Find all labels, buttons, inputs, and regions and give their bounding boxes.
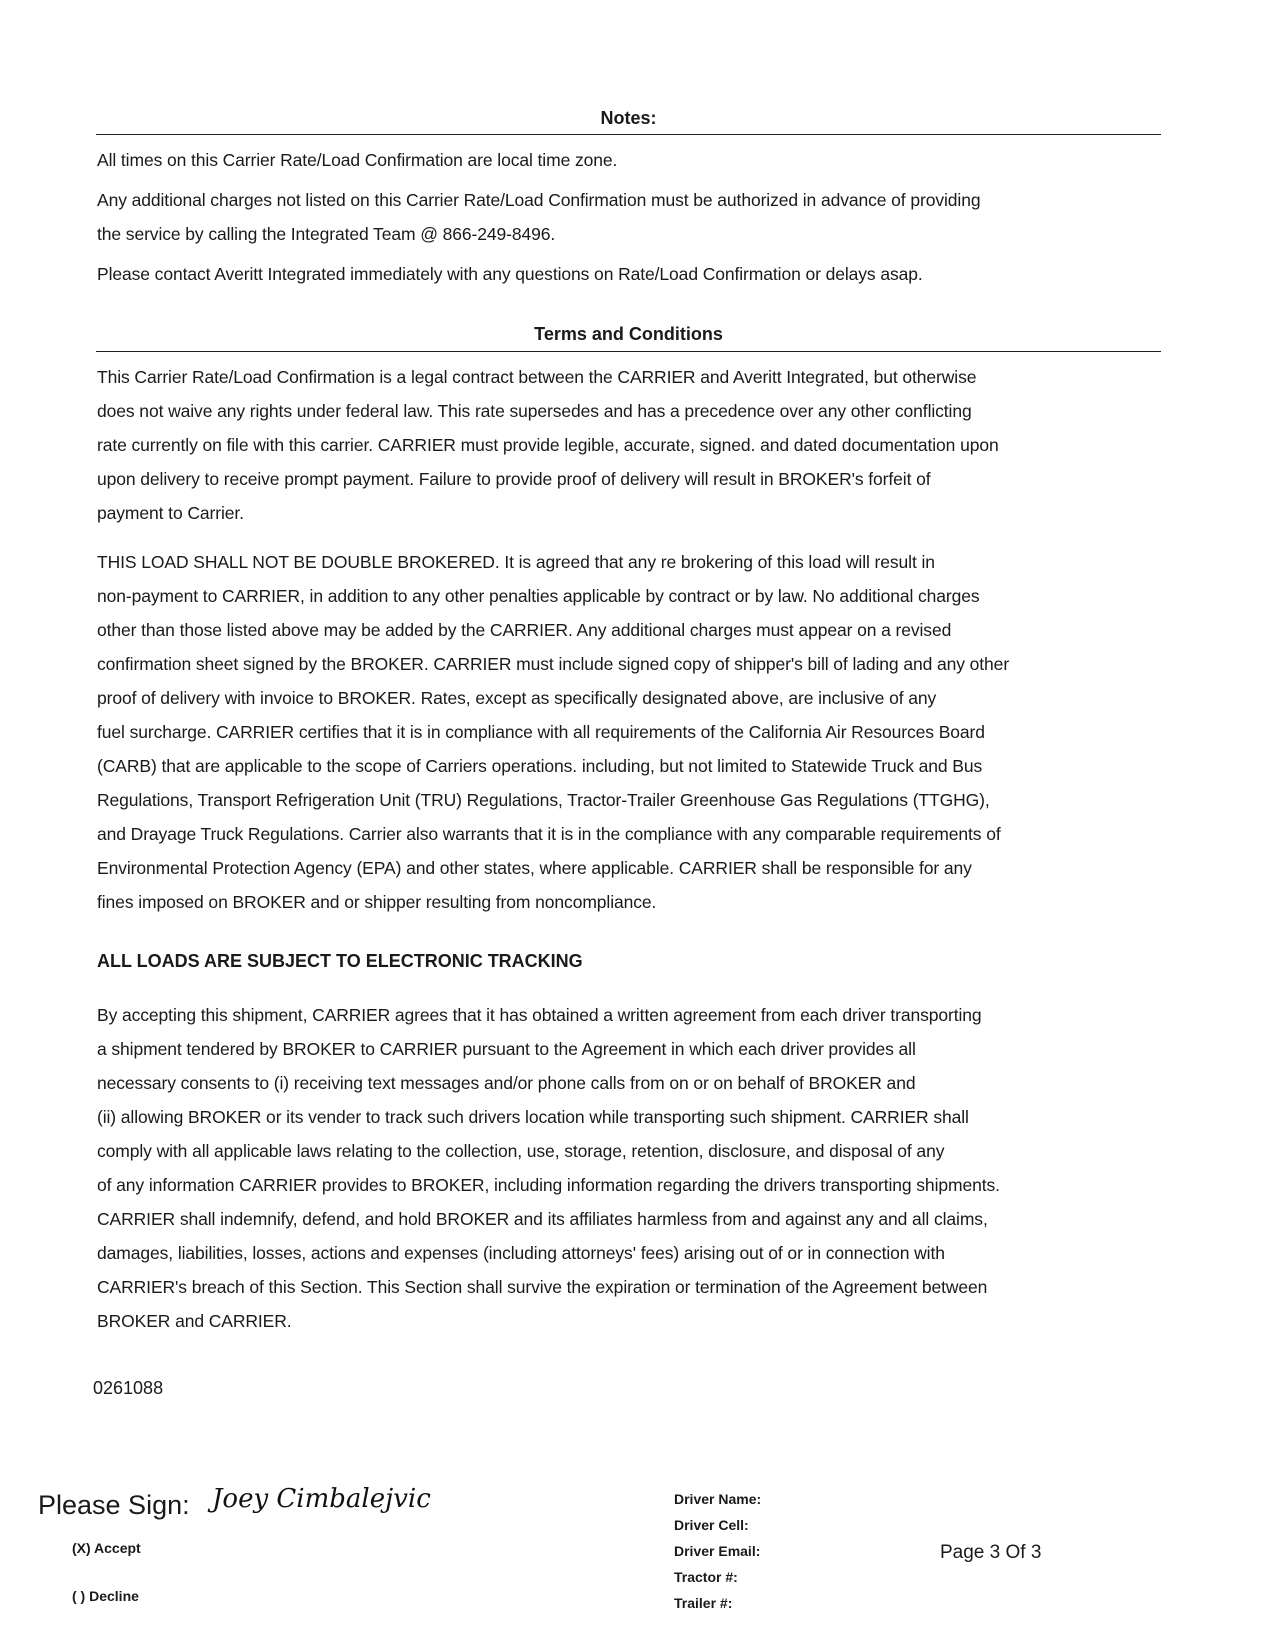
tracking-line: CARRIER shall indemnify, defend, and hold BROKER and its affiliates harmless from and against any and all claims, — [97, 1209, 988, 1229]
load-number: 0261088 — [93, 1378, 164, 1398]
signature: Joey Cimbalejvic — [212, 1484, 431, 1514]
terms-line: fines imposed on BROKER and or shipper resulting from noncompliance. — [97, 892, 657, 912]
driver-name-label: Driver Name: — [674, 1491, 762, 1507]
terms-line: non-payment to CARRIER, in addition to any other penalties applicable by contract or by law. No additional charges — [97, 586, 980, 606]
terms-line: Regulations, Transport Refrigeration Unit (TRU) Regulations, Tractor-Trailer Greenhouse Gas Regulations (TTGHG), — [97, 790, 990, 810]
notes-line: the service by calling the Integrated Team @ 866-249-8496. — [97, 224, 556, 244]
terms-line: fuel surcharge. CARRIER certifies that it is in compliance with all requirements of the California Air Resources Board — [97, 722, 985, 742]
notes-divider — [96, 134, 1161, 135]
notes-line: Please contact Averitt Integrated immediately with any questions on Rate/Load Confirmation or delays asap. — [97, 264, 923, 284]
terms-line: rate currently on file with this carrier. CARRIER must provide legible, accurate, signed. and dated documentation upon — [97, 435, 999, 455]
terms-line: proof of delivery with invoice to BROKER. Rates, except as specifically designated above, are inclusive of any — [97, 688, 937, 708]
driver-email-label: Driver Email: — [674, 1543, 761, 1559]
tracking-line: necessary consents to (i) receiving text messages and/or phone calls from on or on behalf of BROKER and — [97, 1073, 916, 1093]
tracking-paragraph — [97, 998, 1187, 1338]
accept-option[interactable]: (X) Accept — [72, 1540, 141, 1556]
terms-heading: Terms and Conditions — [534, 324, 723, 344]
terms-line: other than those listed above may be added by the CARRIER. Any additional charges must appear on a revised — [97, 620, 952, 640]
notes-body — [97, 143, 1187, 291]
notes-heading: Notes: — [600, 108, 657, 128]
terms-divider — [96, 351, 1161, 352]
terms-line: and Drayage Truck Regulations. Carrier also warrants that it is in the compliance with any comparable requirements of — [97, 824, 1001, 844]
terms-line: payment to Carrier. — [97, 503, 244, 523]
notes-line: Any additional charges not listed on this Carrier Rate/Load Confirmation must be authorized in advance of providing — [97, 190, 981, 210]
driver-cell-label: Driver Cell: — [674, 1517, 749, 1533]
terms-line: upon delivery to receive prompt payment. Failure to provide proof of delivery will result in BROKER's forfeit of — [97, 469, 931, 489]
tracking-line: By accepting this shipment, CARRIER agrees that it has obtained a written agreement from each driver transporting — [97, 1005, 982, 1025]
tracking-line: of any information CARRIER provides to BROKER, including information regarding the drivers transporting shipments. — [97, 1175, 1000, 1195]
tractor-label: Tractor #: — [674, 1569, 738, 1585]
terms-line: This Carrier Rate/Load Confirmation is a legal contract between the CARRIER and Averitt Integrated, but otherwise — [97, 367, 977, 387]
tracking-line: (ii) allowing BROKER or its vender to track such drivers location while transporting such shipment. CARRIER shall — [97, 1107, 969, 1127]
please-sign-label: Please Sign: — [38, 1490, 190, 1520]
tracking-line: comply with all applicable laws relating to the collection, use, storage, retention, disclosure, and disposal of any — [97, 1141, 945, 1161]
terms-line: confirmation sheet signed by the BROKER. CARRIER must include signed copy of shipper's bill of lading and any other — [97, 654, 1010, 674]
tracking-line: damages, liabilities, losses, actions and expenses (including attorneys' fees) arising out of or in connection with — [97, 1243, 945, 1263]
terms-line: Environmental Protection Agency (EPA) and other states, where applicable. CARRIER shall be responsible for any — [97, 858, 972, 878]
terms-paragraph-1 — [97, 360, 1187, 530]
terms-line: THIS LOAD SHALL NOT BE DOUBLE BROKERED. It is agreed that any re brokering of this load will result in — [97, 552, 935, 572]
tracking-heading: ALL LOADS ARE SUBJECT TO ELECTRONIC TRACKING — [97, 951, 583, 971]
tracking-line: a shipment tendered by BROKER to CARRIER pursuant to the Agreement in which each driver provides all — [97, 1039, 916, 1059]
trailer-label: Trailer #: — [674, 1595, 733, 1611]
tracking-line: BROKER and CARRIER. — [97, 1311, 292, 1331]
terms-line: (CARB) that are applicable to the scope of Carriers operations. including, but not limited to Statewide Truck and Bus — [97, 756, 983, 776]
tracking-line: CARRIER's breach of this Section. This Section shall survive the expiration or termination of the Agreement between — [97, 1277, 988, 1297]
terms-paragraph-2 — [97, 545, 1187, 919]
notes-line: All times on this Carrier Rate/Load Confirmation are local time zone. — [97, 150, 618, 170]
terms-line: does not waive any rights under federal law. This rate supersedes and has a precedence over any other conflicting — [97, 401, 972, 421]
page-number: Page 3 Of 3 — [940, 1542, 1042, 1563]
decline-option[interactable]: ( ) Decline — [72, 1588, 139, 1604]
